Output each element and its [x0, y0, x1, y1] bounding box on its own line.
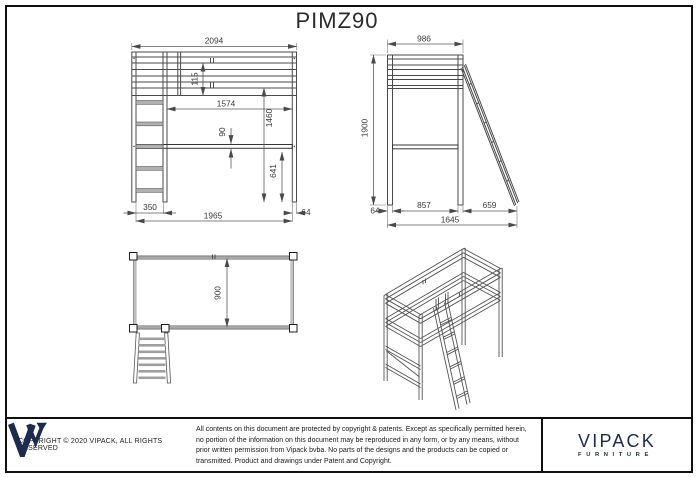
isometric-view	[384, 248, 502, 410]
dim-front-rail-thickness: 90	[217, 127, 227, 137]
dim-side-post-width: 64	[370, 205, 380, 216]
dim-front-ladder-width: 350	[143, 202, 157, 212]
vipack-logo-text	[578, 432, 656, 458]
brand-name: VIPACK	[578, 431, 656, 451]
dim-front-rail-height: 115	[189, 72, 200, 86]
dim-side-top-width: 986	[417, 33, 431, 44]
brand-tagline: FURNITURE	[578, 452, 653, 458]
page-title: PIMZ90	[295, 8, 379, 33]
dim-side-total-depth: 1645	[440, 214, 460, 225]
copyright-text: COPYRIGHT © 2020 VIPACK, ALL RIGHTS RESERVED	[18, 438, 163, 452]
vipack-logo-mark-icon	[7, 419, 49, 457]
side-elevation-view	[360, 34, 520, 229]
dim-front-under-clearance: 641	[268, 164, 278, 178]
vipack-logo	[541, 419, 691, 471]
dim-side-total-height: 1900	[359, 118, 370, 138]
title-block-footer	[5, 417, 693, 473]
dim-front-inner-length: 1574	[216, 98, 236, 109]
plan-view	[130, 253, 298, 384]
disclaimer-line: prior written permission from Vipack bvba. No parts of the designs and the products can be copied or	[196, 447, 508, 455]
legal-disclaimer	[194, 419, 541, 471]
front-elevation-view	[124, 36, 311, 223]
disclaimer-line: All contents on this document are protected by copyright & patents. Except as specifically permitted herein,	[196, 426, 527, 433]
dim-front-post-width: 64	[301, 207, 311, 217]
dim-side-ladder-run: 659	[482, 200, 497, 210]
dim-plan-inner-width: 900	[212, 286, 223, 300]
disclaimer-line: no portion of the information on this document may be reproduced in any form, or by any means, without	[196, 436, 519, 444]
dim-front-total-width: 2094	[204, 35, 224, 46]
disclaimer-line: transmitted. Product and drawings under Patent and Copyright.	[196, 457, 392, 465]
dim-side-inner-width: 857	[417, 200, 431, 210]
dim-front-platform-height: 1460	[264, 108, 274, 128]
plan-ladder-rungs	[139, 338, 166, 380]
dim-front-inner-base: 1965	[203, 210, 223, 221]
